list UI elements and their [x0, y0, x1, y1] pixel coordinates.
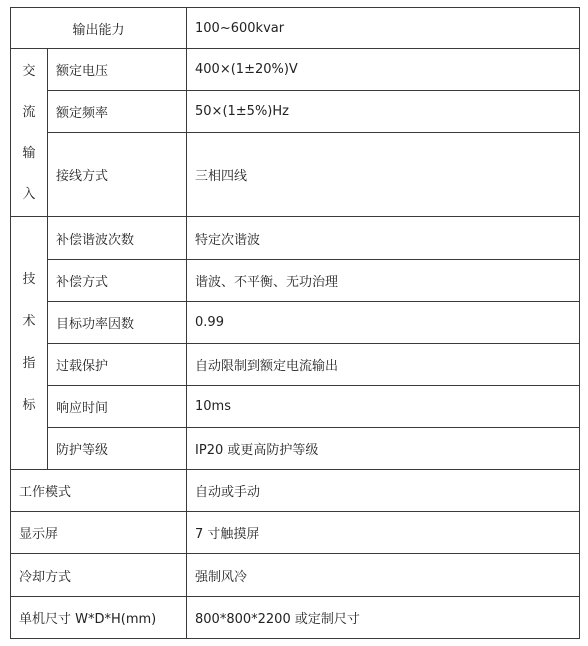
group-char: 入	[22, 186, 36, 202]
value-rated-frequency: 50×(1±5%)Hz	[187, 91, 580, 133]
group-ac-input-label	[22, 51, 35, 215]
group-char: 流	[22, 104, 36, 120]
value-cooling-method: 强制风冷	[187, 554, 580, 597]
table-row	[11, 302, 580, 344]
value-protection-level: IP20 或更高防护等级	[187, 428, 580, 470]
group-char: 标	[22, 398, 36, 413]
value-compensation-method: 谐波、不平衡、无功治理	[187, 260, 580, 302]
table-row	[11, 597, 580, 639]
label-output-capacity: 输出能力	[11, 8, 187, 49]
spec-table	[10, 7, 580, 639]
value-response-time: 10ms	[187, 386, 580, 428]
table-row	[11, 260, 580, 302]
label-wiring-method: 接线方式	[48, 133, 187, 217]
table-row	[11, 428, 580, 470]
group-technical	[11, 217, 48, 470]
value-rated-voltage: 400×(1±20%)V	[187, 49, 580, 91]
value-unit-size: 800*800*2200 或定制尺寸	[187, 597, 580, 639]
group-char: 技	[22, 272, 36, 287]
table-row	[11, 49, 580, 91]
value-harmonic-orders: 特定次谐波	[187, 217, 580, 260]
table-row	[11, 91, 580, 133]
table-row	[11, 133, 580, 175]
value-overload-protection: 自动限制到额定电流输出	[187, 344, 580, 386]
value-working-mode: 自动或手动	[187, 470, 580, 512]
label-working-mode: 工作模式	[11, 470, 187, 512]
label-cooling-method: 冷却方式	[11, 554, 187, 597]
label-rated-frequency: 额定频率	[48, 91, 187, 133]
value-display-screen: 7 寸触摸屏	[187, 512, 580, 554]
label-overload-protection: 过载保护	[48, 344, 187, 386]
group-ac-input	[11, 49, 48, 217]
label-display-screen: 显示屏	[11, 512, 187, 554]
value-wiring-method: 三相四线	[187, 133, 580, 217]
table-row	[11, 512, 580, 554]
table-row	[11, 554, 580, 597]
label-protection-level: 防护等级	[48, 428, 187, 470]
group-technical-label	[22, 259, 35, 427]
value-output-capacity: 100~600kvar	[187, 8, 580, 49]
table-row	[11, 386, 580, 428]
group-char: 术	[22, 314, 36, 329]
group-char: 交	[22, 63, 36, 79]
label-compensation-method: 补偿方式	[48, 260, 187, 302]
label-unit-size: 单机尺寸 W*D*H(mm)	[11, 597, 187, 639]
label-response-time: 响应时间	[48, 386, 187, 428]
table-row	[11, 470, 580, 512]
table-row	[11, 344, 580, 386]
group-char: 输	[22, 145, 36, 161]
table-row	[11, 217, 580, 260]
value-target-power-factor: 0.99	[187, 302, 580, 344]
label-target-power-factor: 目标功率因数	[48, 302, 187, 344]
label-rated-voltage: 额定电压	[48, 49, 187, 91]
group-char: 指	[22, 356, 36, 371]
table-row	[11, 8, 580, 49]
label-harmonic-orders: 补偿谐波次数	[48, 217, 187, 260]
